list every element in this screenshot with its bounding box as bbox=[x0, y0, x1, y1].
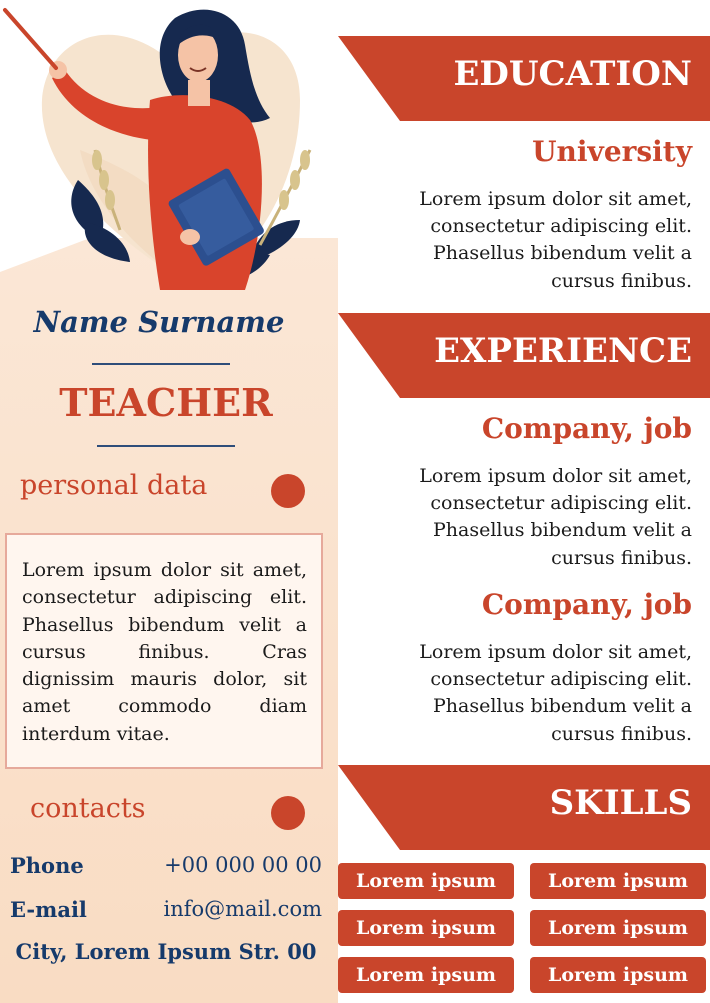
divider-line bbox=[92, 363, 230, 365]
person-name: Name Surname bbox=[33, 305, 285, 339]
experience-entry-text: Lorem ipsum dolor sit amet, consectetur adipiscing elit. Phasellus bibendum velit a cursus finibus. bbox=[419, 465, 692, 569]
job-title: TEACHER bbox=[59, 380, 273, 425]
email-label: E-mail bbox=[10, 897, 87, 922]
education-entry-text: Lorem ipsum dolor sit amet, consectetur adipiscing elit. Phasellus bibendum velit a cursus finibus. bbox=[419, 188, 692, 292]
experience-heading: EXPERIENCE bbox=[434, 331, 692, 371]
personal-data-box bbox=[5, 533, 323, 769]
education-heading: EDUCATION bbox=[453, 54, 692, 94]
personal-data-text: Lorem ipsum dolor sit amet, consectetur adipiscing elit. Phasellus bibendum velit a cursus finibus. Cras dignissim mauris dolor, sit amet commodo diam interdum vitae. bbox=[22, 559, 307, 745]
experience-entry-title: Company, job bbox=[481, 588, 692, 621]
contact-row-phone bbox=[10, 853, 322, 883]
address: City, Lorem Ipsum Str. 00 bbox=[15, 939, 317, 964]
circle-dot-icon bbox=[271, 796, 305, 830]
phone-label: Phone bbox=[10, 853, 84, 878]
circle-dot-icon bbox=[271, 474, 305, 508]
left-panel bbox=[0, 0, 338, 1003]
skill-badge: Lorem ipsum bbox=[338, 863, 514, 899]
phone-value: +00 000 00 00 bbox=[164, 853, 322, 877]
skill-badge: Lorem ipsum bbox=[530, 910, 706, 946]
contacts-heading: contacts bbox=[30, 793, 146, 824]
contact-row-email bbox=[10, 897, 322, 927]
skill-badge: Lorem ipsum bbox=[338, 910, 514, 946]
education-entry-title: University bbox=[532, 135, 692, 168]
skill-badge: Lorem ipsum bbox=[530, 957, 706, 993]
skills-heading: SKILLS bbox=[549, 783, 692, 823]
skill-badge: Lorem ipsum bbox=[530, 863, 706, 899]
email-value: info@mail.com bbox=[163, 897, 322, 921]
experience-entry-title: Company, job bbox=[481, 412, 692, 445]
skills-banner bbox=[338, 765, 710, 850]
experience-banner bbox=[338, 313, 710, 398]
experience-entry-text: Lorem ipsum dolor sit amet, consectetur adipiscing elit. Phasellus bibendum velit a cursus finibus. bbox=[419, 641, 692, 745]
skill-badge: Lorem ipsum bbox=[338, 957, 514, 993]
divider-line bbox=[97, 445, 235, 447]
personal-data-heading: personal data bbox=[20, 470, 208, 501]
teacher-illustration-icon bbox=[0, 0, 338, 300]
education-banner bbox=[338, 36, 710, 121]
